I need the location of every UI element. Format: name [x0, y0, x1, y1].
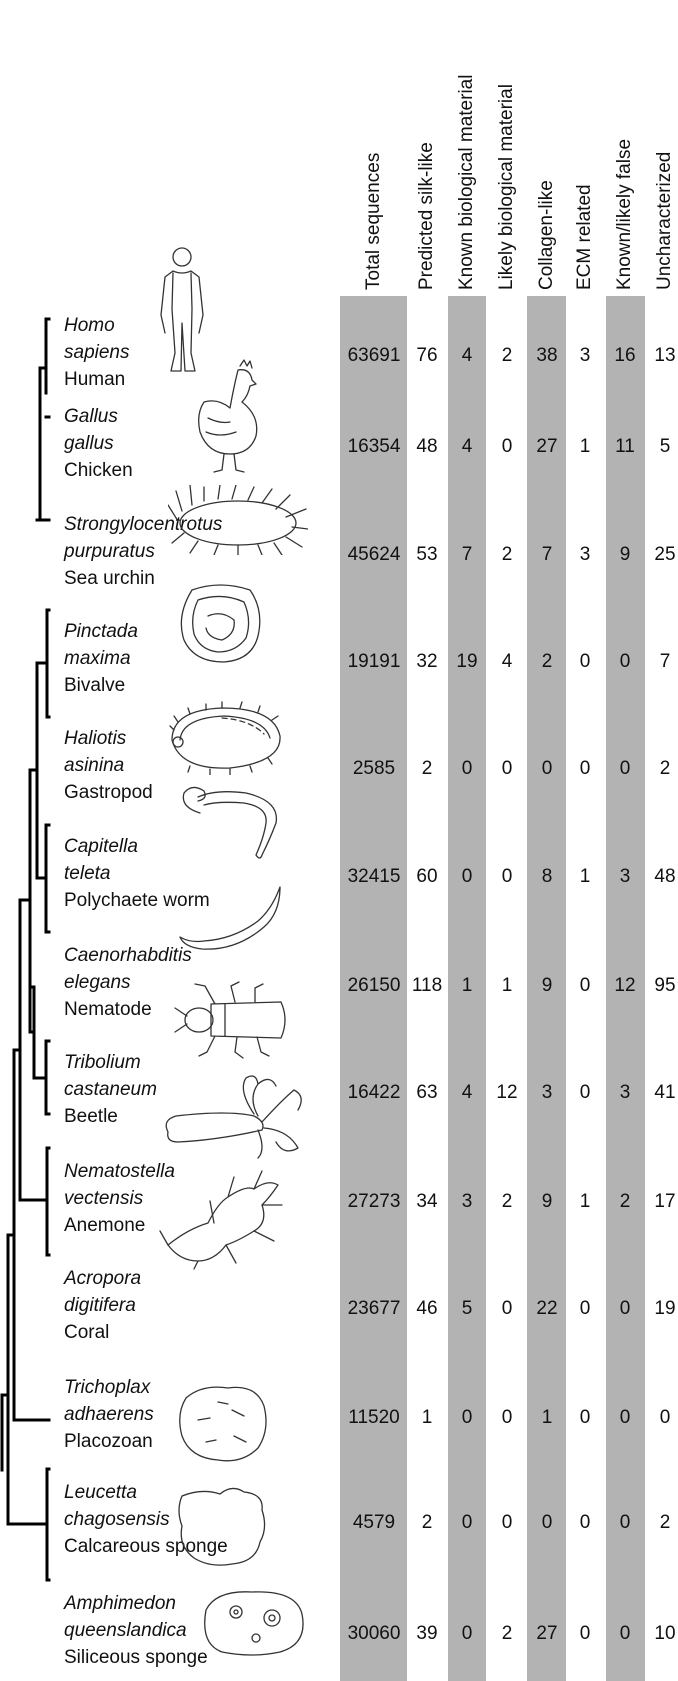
table-cell-false: 11 [615, 436, 635, 457]
genus-name: Haliotis [64, 728, 127, 749]
table-cell-silk: 46 [416, 1298, 438, 1319]
species-name: asinina [64, 755, 125, 776]
table-cell-known_bio: 0 [461, 758, 473, 779]
common-name: Anemone [64, 1215, 146, 1236]
genus-name: Nematostella [64, 1161, 175, 1182]
table-cell-collagen: 0 [541, 758, 553, 779]
common-name: Gastropod [64, 782, 153, 803]
species-name: castaneum [64, 1079, 157, 1100]
table-cell-likely_bio: 4 [501, 651, 513, 672]
table-cell-collagen: 2 [541, 651, 553, 672]
table-cell-ecm: 0 [579, 975, 591, 996]
column-header-false: Known/likely false [614, 138, 635, 290]
gastropod-icon [160, 700, 285, 775]
column-header-ecm: ECM related [574, 184, 595, 290]
common-name: Beetle [64, 1106, 118, 1127]
table-cell-total: 27273 [347, 1191, 401, 1212]
table-cell-ecm: 0 [579, 758, 591, 779]
table-cell-unchar: 0 [659, 1407, 671, 1428]
table-cell-false: 0 [619, 651, 631, 672]
table-cell-false: 2 [619, 1191, 631, 1212]
table-cell-likely_bio: 2 [501, 1191, 513, 1212]
table-cell-unchar: 13 [654, 345, 676, 366]
table-cell-collagen: 8 [541, 866, 553, 887]
calcareous-sponge-icon [172, 1480, 272, 1570]
table-cell-silk: 63 [416, 1082, 438, 1103]
table-cell-unchar: 2 [659, 758, 671, 779]
table-cell-total: 23677 [347, 1298, 401, 1319]
common-name: Chicken [64, 460, 133, 481]
table-cell-unchar: 48 [654, 866, 676, 887]
sea-urchin-icon [168, 485, 308, 555]
table-cell-ecm: 0 [579, 1082, 591, 1103]
table-cell-total: 16354 [347, 436, 401, 457]
table-cell-known_bio: 4 [461, 345, 473, 366]
table-cell-silk: 1 [421, 1407, 433, 1428]
table-cell-likely_bio: 2 [501, 345, 513, 366]
table-cell-collagen: 9 [541, 1191, 553, 1212]
bivalve-icon [172, 580, 267, 665]
table-cell-silk: 34 [416, 1191, 438, 1212]
table-cell-unchar: 95 [654, 975, 676, 996]
table-cell-likely_bio: 0 [501, 758, 513, 779]
table-cell-ecm: 3 [579, 544, 591, 565]
species-name: adhaerens [64, 1404, 154, 1425]
table-cell-silk: 118 [411, 975, 443, 996]
common-name: Coral [64, 1322, 110, 1343]
table-cell-silk: 2 [421, 758, 433, 779]
table-cell-likely_bio: 1 [501, 975, 513, 996]
beetle-icon [165, 980, 290, 1060]
table-cell-collagen: 0 [541, 1512, 553, 1533]
common-name: Siliceous sponge [64, 1647, 208, 1668]
table-cell-collagen: 9 [541, 975, 553, 996]
column-header-likely_bio: Likely biological material [496, 84, 517, 290]
column-header-silk: Predicted silk-like [416, 142, 437, 290]
table-cell-total: 30060 [347, 1623, 401, 1644]
table-cell-ecm: 0 [579, 1298, 591, 1319]
table-cell-false: 12 [614, 975, 636, 996]
table-cell-known_bio: 19 [456, 651, 478, 672]
table-cell-false: 0 [619, 1623, 631, 1644]
table-cell-silk: 48 [416, 436, 438, 457]
table-cell-likely_bio: 2 [501, 1623, 513, 1644]
species-name: vectensis [64, 1188, 144, 1209]
table-cell-unchar: 7 [659, 651, 671, 672]
table-cell-collagen: 7 [541, 544, 553, 565]
table-cell-collagen: 1 [541, 1407, 553, 1428]
taxon-label [64, 1374, 154, 1455]
table-cell-silk: 2 [421, 1512, 433, 1533]
common-name: Sea urchin [64, 568, 155, 589]
table-cell-total: 45624 [347, 544, 401, 565]
table-cell-known_bio: 0 [461, 866, 473, 887]
anemone-icon [158, 1070, 308, 1160]
genus-name: Trichoplax [64, 1377, 151, 1398]
table-cell-silk: 32 [416, 651, 438, 672]
table-cell-false: 3 [619, 1082, 631, 1103]
table-cell-false: 0 [619, 1298, 631, 1319]
common-name: Bivalve [64, 675, 126, 696]
table-cell-collagen: 27 [536, 436, 558, 457]
table-cell-collagen: 38 [536, 345, 558, 366]
table-cell-collagen: 27 [536, 1623, 558, 1644]
table-cell-unchar: 19 [654, 1298, 676, 1319]
taxon-label [64, 725, 153, 806]
table-cell-collagen: 3 [541, 1082, 553, 1103]
nematode-icon [176, 883, 286, 958]
table-cell-silk: 39 [416, 1623, 438, 1644]
genus-name: Tribolium [64, 1052, 141, 1073]
genus-name: Homo [64, 315, 115, 336]
table-cell-total: 11520 [348, 1407, 400, 1428]
table-cell-total: 63691 [347, 345, 401, 366]
table-cell-silk: 76 [416, 345, 438, 366]
table-cell-false: 9 [619, 544, 631, 565]
table-cell-false: 0 [619, 758, 631, 779]
table-cell-likely_bio: 0 [501, 866, 513, 887]
table-cell-total: 32415 [347, 866, 401, 887]
table-cell-unchar: 17 [654, 1191, 676, 1212]
genus-name: Leucetta [64, 1482, 137, 1503]
common-name: Calcareous sponge [64, 1536, 228, 1557]
genus-name: Capitella [64, 836, 138, 857]
table-cell-likely_bio: 2 [501, 544, 513, 565]
table-cell-total: 2585 [352, 758, 396, 779]
siliceous-sponge-icon [196, 1584, 308, 1659]
common-name: Human [64, 369, 126, 390]
taxon-label [64, 618, 138, 699]
column-header-known_bio: Known biological material [456, 74, 477, 290]
column-header-collagen: Collagen-like [536, 180, 557, 290]
table-cell-likely_bio: 0 [501, 1298, 513, 1319]
table-cell-unchar: 10 [654, 1623, 676, 1644]
genus-name: Amphimedon [64, 1593, 176, 1614]
table-cell-unchar: 5 [659, 436, 671, 457]
taxon-label [64, 1049, 157, 1130]
genus-name: Strongylocentrotus [64, 514, 223, 535]
table-cell-total: 26150 [347, 975, 401, 996]
placozoan-icon [172, 1380, 272, 1465]
table-cell-known_bio: 0 [461, 1623, 473, 1644]
table-cell-false: 0 [619, 1512, 631, 1533]
genus-name: Pinctada [64, 621, 138, 642]
table-cell-ecm: 0 [579, 1407, 591, 1428]
table-cell-known_bio: 4 [461, 1082, 473, 1103]
species-name: elegans [64, 972, 131, 993]
table-cell-collagen: 22 [536, 1298, 558, 1319]
taxon-label [64, 1265, 141, 1346]
table-cell-ecm: 1 [579, 1191, 591, 1212]
species-name: gallus [64, 433, 114, 454]
polychaete-worm-icon [176, 783, 291, 861]
table-cell-total: 19191 [347, 651, 401, 672]
coral-icon [158, 1165, 288, 1270]
table-cell-known_bio: 0 [461, 1407, 473, 1428]
table-cell-likely_bio: 0 [501, 1407, 513, 1428]
table-cell-known_bio: 3 [461, 1191, 473, 1212]
species-name: maxima [64, 648, 131, 669]
species-name: purpuratus [64, 541, 155, 562]
table-cell-silk: 53 [416, 544, 438, 565]
table-cell-known_bio: 5 [461, 1298, 473, 1319]
table-cell-unchar: 25 [654, 544, 676, 565]
phylogenetic-tree [0, 0, 60, 1681]
table-cell-ecm: 1 [579, 436, 591, 457]
species-name: digitifera [64, 1295, 136, 1316]
column-header-unchar: Uncharacterized [654, 151, 675, 290]
genus-name: Acropora [64, 1268, 142, 1289]
species-name: sapiens [64, 342, 130, 363]
table-cell-likely_bio: 0 [501, 436, 513, 457]
table-cell-known_bio: 0 [461, 1512, 473, 1533]
chicken-icon [190, 358, 265, 473]
table-cell-silk: 60 [416, 866, 438, 887]
table-cell-false: 0 [619, 1407, 631, 1428]
species-name: queenslandica [64, 1620, 187, 1641]
table-cell-false: 3 [619, 866, 631, 887]
table-cell-known_bio: 1 [461, 975, 473, 996]
table-cell-known_bio: 4 [461, 436, 473, 457]
table-cell-ecm: 3 [579, 345, 591, 366]
table-cell-unchar: 2 [659, 1512, 671, 1533]
table-cell-false: 16 [614, 345, 636, 366]
genus-name: Gallus [64, 406, 118, 427]
table-cell-ecm: 0 [579, 1623, 591, 1644]
table-cell-ecm: 1 [579, 866, 591, 887]
table-cell-unchar: 41 [654, 1082, 676, 1103]
species-name: chagosensis [64, 1509, 170, 1530]
table-cell-ecm: 0 [579, 1512, 591, 1533]
genus-name: Caenorhabditis [64, 945, 192, 966]
common-name: Placozoan [64, 1431, 153, 1452]
table-cell-total: 16422 [347, 1082, 401, 1103]
table-cell-known_bio: 7 [461, 544, 473, 565]
taxon-label [64, 312, 130, 393]
table-cell-likely_bio: 12 [496, 1082, 518, 1103]
common-name: Nematode [64, 999, 152, 1020]
species-name: teleta [64, 863, 111, 884]
common-name: Polychaete worm [64, 890, 210, 911]
column-header-total: Total sequences [363, 152, 384, 290]
taxon-label [64, 1590, 208, 1671]
taxon-label [64, 403, 133, 484]
table-cell-likely_bio: 0 [501, 1512, 513, 1533]
table-cell-ecm: 0 [579, 651, 591, 672]
table-cell-total: 4579 [352, 1512, 396, 1533]
